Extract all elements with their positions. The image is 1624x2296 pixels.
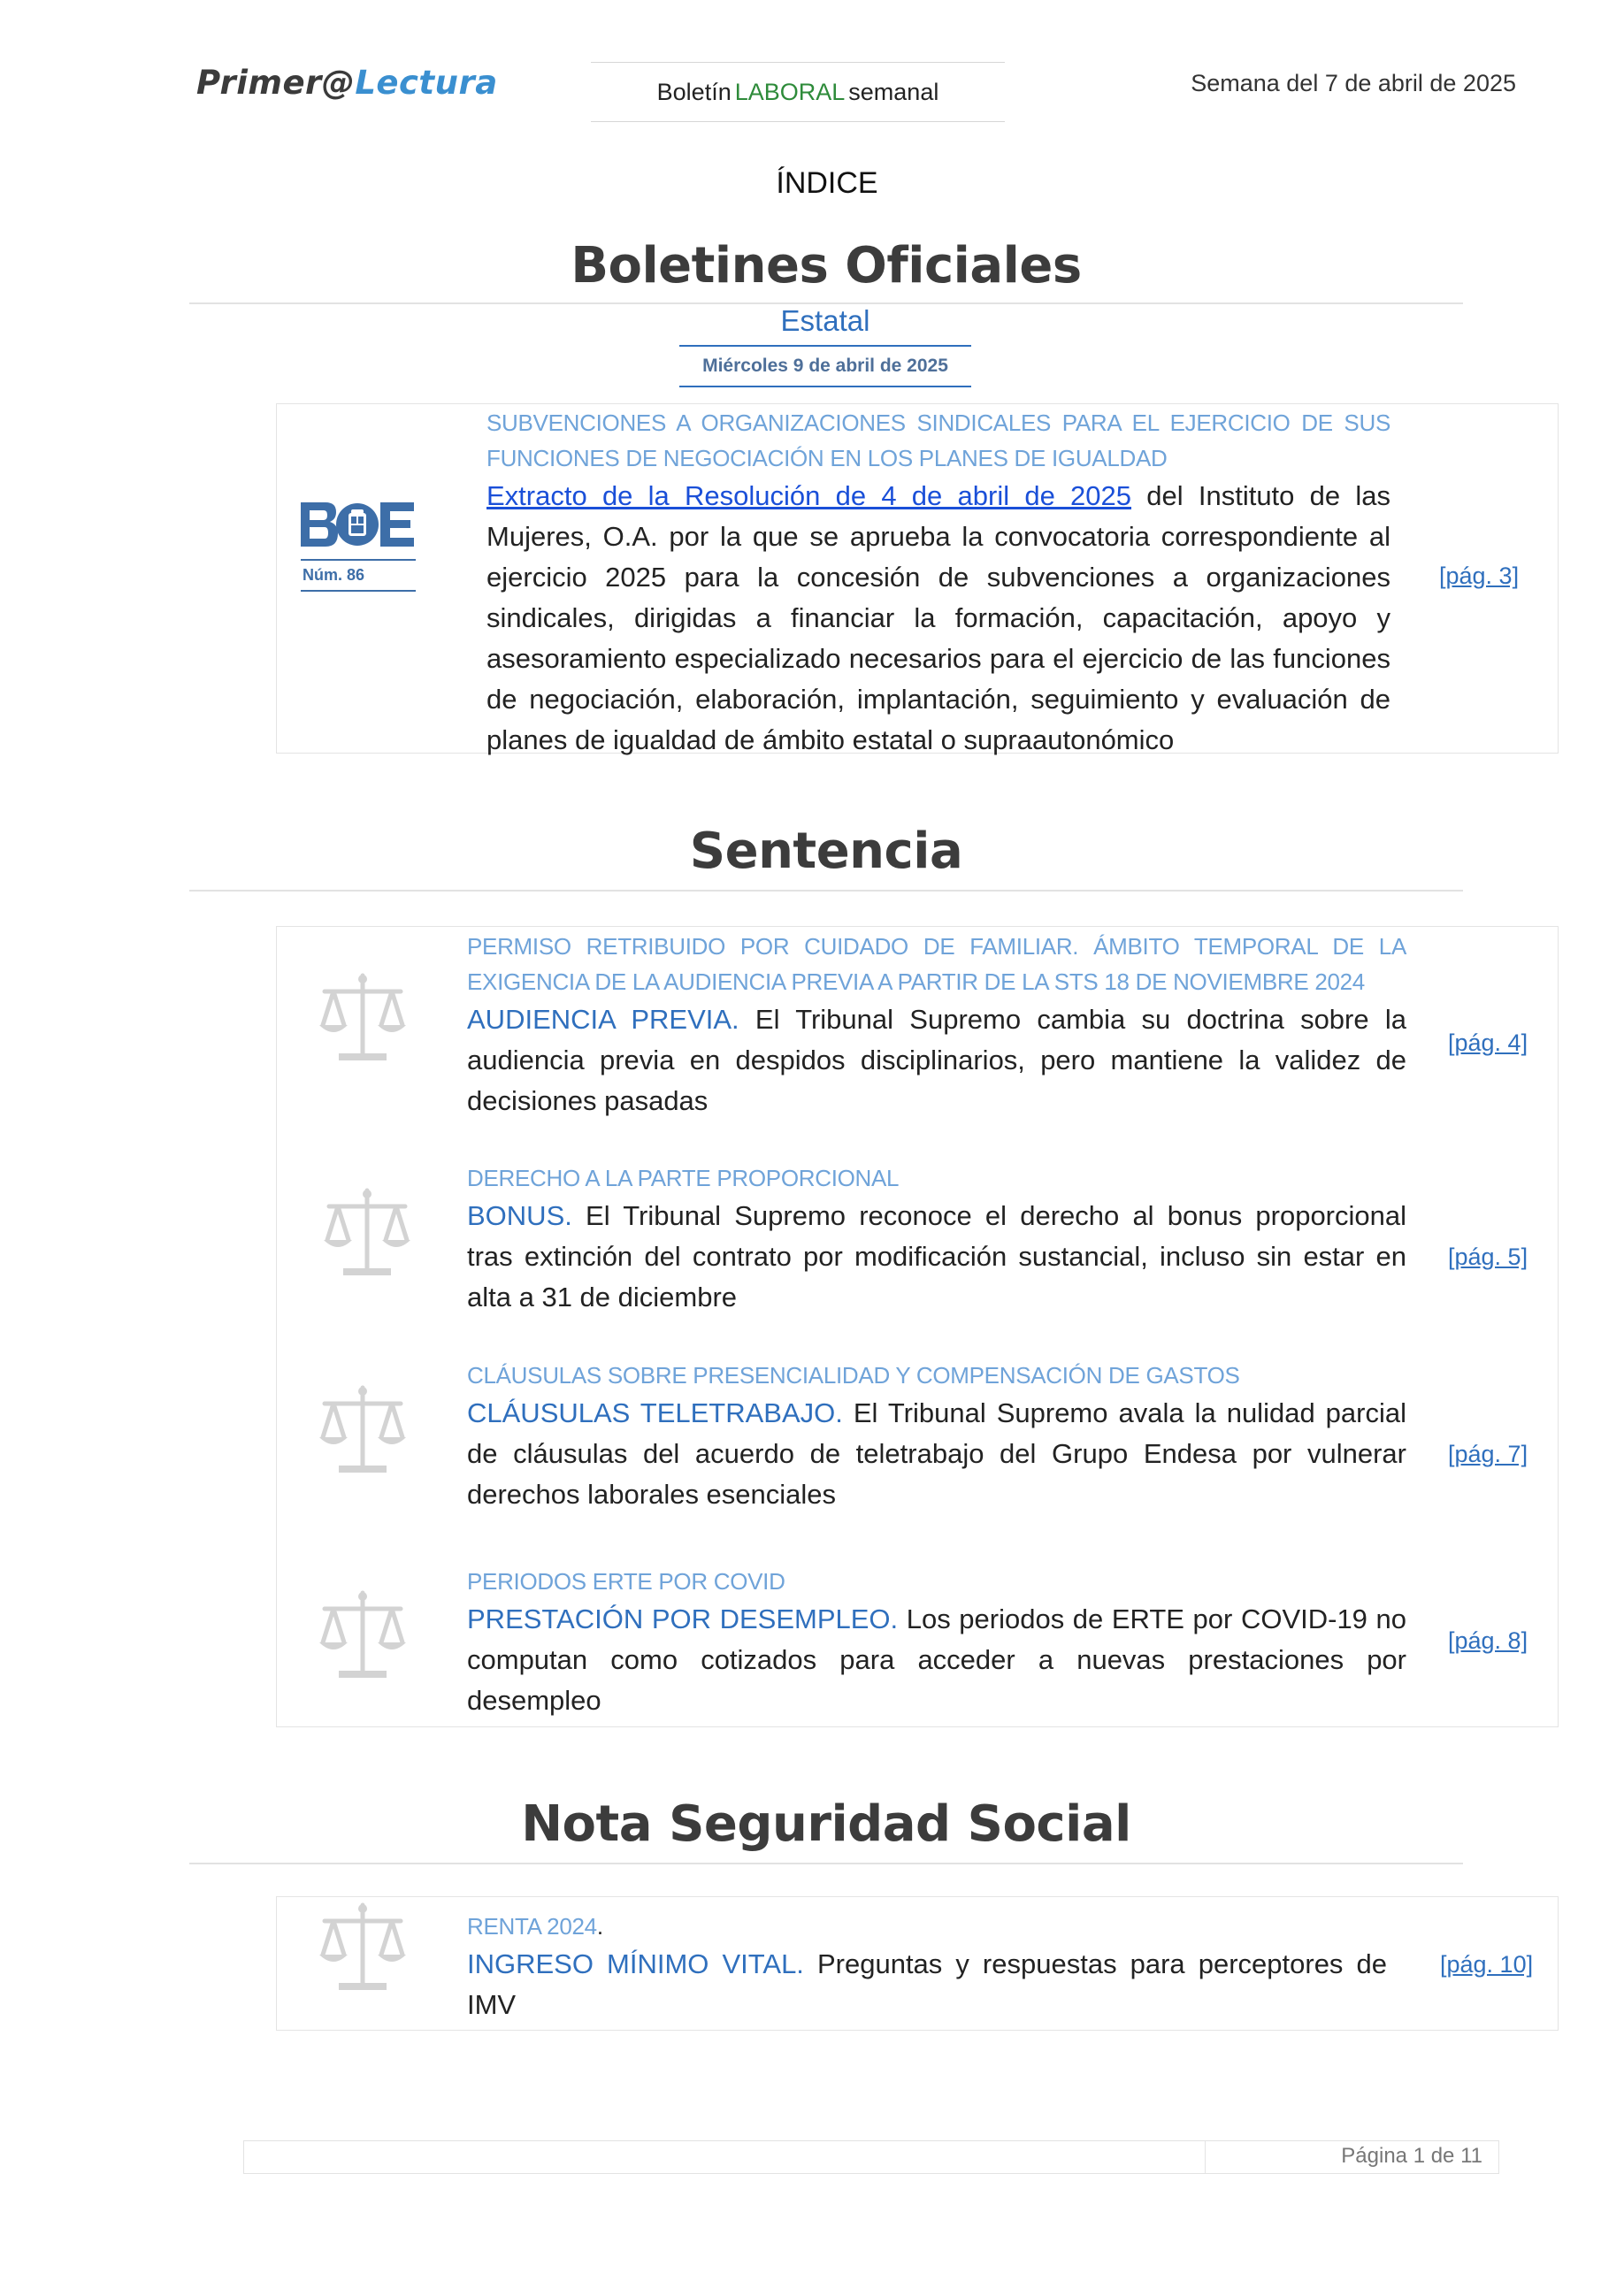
entry-kicker: PERIODOS ERTE POR COVID bbox=[467, 1568, 785, 1595]
scope-label: Estatal bbox=[679, 304, 971, 347]
entry-kicker bbox=[467, 1909, 1387, 1944]
brand-logo bbox=[196, 64, 498, 102]
entry-kicker: PERMISO RETRIBUIDO POR CUIDADO DE FAMILIAR. ÁMBITO TEMPORAL DE LA EXIGENCIA DE LA AUDIENCIA PREVIA A PARTIR DE LA STS 18 DE NOVIEMBRE 2024 bbox=[467, 933, 1406, 995]
entry-text: El Tribunal Supremo reconoce el derecho al bonus proporcional tras extinción del contrato por modificación sustancial, incluso sin estar en alta a 31 de diciembre bbox=[467, 1200, 1406, 1313]
index-heading: ÍNDICE bbox=[776, 166, 878, 200]
bulletin-name bbox=[591, 62, 1005, 122]
section-title-boletines: Boletines Oficiales bbox=[571, 237, 1082, 295]
section-divider bbox=[189, 1863, 1463, 1864]
scales-of-justice-icon bbox=[314, 970, 411, 1068]
scales-of-justice-icon bbox=[314, 1588, 411, 1685]
logo-text-primer: Primer@ bbox=[196, 64, 356, 102]
bulletin-pre: Boletín bbox=[656, 78, 732, 105]
section-title-nota: Nota Seguridad Social bbox=[521, 1795, 1131, 1853]
entry-lead: PRESTACIÓN POR DESEMPLEO. bbox=[467, 1603, 899, 1634]
sentencia-entry bbox=[467, 1358, 1406, 1515]
week-label: Semana del 7 de abril de 2025 bbox=[1191, 70, 1516, 96]
entry-text: Los periodos de ERTE por COVID-19 no computan como cotizados para acceder a nuevas prestaciones por desempleo bbox=[467, 1603, 1406, 1716]
bulletin-post: semanal bbox=[848, 78, 939, 105]
entry-body bbox=[467, 1393, 1406, 1515]
resolution-link[interactable]: Extracto de la Resolución de 4 de abril de 2025 bbox=[486, 480, 1132, 511]
entry-body bbox=[467, 1599, 1406, 1721]
page-link[interactable]: [pág. 8] bbox=[1448, 1627, 1528, 1654]
sentencia-entry bbox=[467, 1564, 1406, 1721]
publication-date: Miércoles 9 de abril de 2025 bbox=[679, 356, 971, 387]
page-link[interactable]: [pág. 10] bbox=[1440, 1951, 1534, 1978]
entry-lead: CLÁUSULAS TELETRABAJO. bbox=[467, 1397, 843, 1428]
entry-kicker: CLÁUSULAS SOBRE PRESENCIALIDAD Y COMPENSACIÓN DE GASTOS bbox=[467, 1362, 1240, 1389]
entry-text: El Tribunal Supremo cambia su doctrina sobre la audiencia previa en despidos disciplinarios, pero mantiene la validez de decisiones pasadas bbox=[467, 1004, 1406, 1116]
entry-lead: INGRESO MÍNIMO VITAL. bbox=[467, 1948, 804, 1979]
logo-text-lectura: Lectura bbox=[355, 64, 498, 102]
sentencia-entry bbox=[467, 1160, 1406, 1318]
entry-text: del Instituto de las Mujeres, O.A. por la que se aprueba la convocatoria correspondiente al ejercicio 2025 para la concesión de subvenciones a organizaciones sindicales, dirigidas a financiar la formación, capacitación, apoyo y asesoramiento especializado necesarios para el ejercicio de las funciones de negociación, elaboración, implantación, seguimiento y evaluación de planes de igualdad de ámbito estatal o supraautonómico bbox=[486, 480, 1390, 755]
kicker-text: RENTA 2024 bbox=[467, 1913, 597, 1940]
section-title-sentencia: Sentencia bbox=[689, 823, 963, 880]
scales-of-justice-icon bbox=[314, 1382, 411, 1480]
entry-body bbox=[467, 999, 1406, 1121]
entry-body bbox=[486, 476, 1390, 761]
section-divider bbox=[189, 890, 1463, 892]
entry-lead: BONUS. bbox=[467, 1200, 572, 1231]
entry-body bbox=[467, 1944, 1387, 2025]
boe-entry bbox=[486, 405, 1390, 761]
bulletin-accent: LABORAL bbox=[734, 78, 846, 105]
footer-frame bbox=[243, 2140, 1499, 2174]
entry-body bbox=[467, 1196, 1406, 1318]
page-link[interactable]: [pág. 4] bbox=[1448, 1029, 1528, 1056]
sentencia-entry bbox=[467, 929, 1406, 1121]
scales-of-justice-icon bbox=[318, 1185, 416, 1282]
page-number: Página 1 de 11 bbox=[1341, 2144, 1482, 2168]
nota-entry bbox=[467, 1909, 1387, 2025]
entry-kicker: DERECHO A LA PARTE PROPORCIONAL bbox=[467, 1165, 900, 1191]
scales-of-justice-icon bbox=[314, 1900, 411, 1997]
boe-badge bbox=[301, 502, 416, 592]
page-link[interactable]: [pág. 3] bbox=[1439, 563, 1520, 589]
entry-kicker: SUBVENCIONES A ORGANIZACIONES SINDICALES PARA EL EJERCICIO DE SUS FUNCIONES DE NEGOCIACIÓN EN LOS PLANES DE IGUALDAD bbox=[486, 409, 1390, 471]
entry-lead: AUDIENCIA PREVIA. bbox=[467, 1004, 739, 1035]
kicker-tail: . bbox=[596, 1913, 603, 1940]
entry-text: Preguntas y respuestas para perceptores de IMV bbox=[467, 1948, 1387, 2020]
boe-number: Núm. 86 bbox=[301, 559, 416, 592]
entry-text: El Tribunal Supremo avala la nulidad parcial de cláusulas del acuerdo de teletrabajo del Grupo Endesa por vulnerar derechos laborales esenciales bbox=[467, 1397, 1406, 1510]
boe-logo-icon bbox=[301, 502, 414, 547]
page-link[interactable]: [pág. 7] bbox=[1448, 1441, 1528, 1467]
page-link[interactable]: [pág. 5] bbox=[1448, 1244, 1528, 1270]
footer-divider bbox=[1205, 2140, 1206, 2174]
